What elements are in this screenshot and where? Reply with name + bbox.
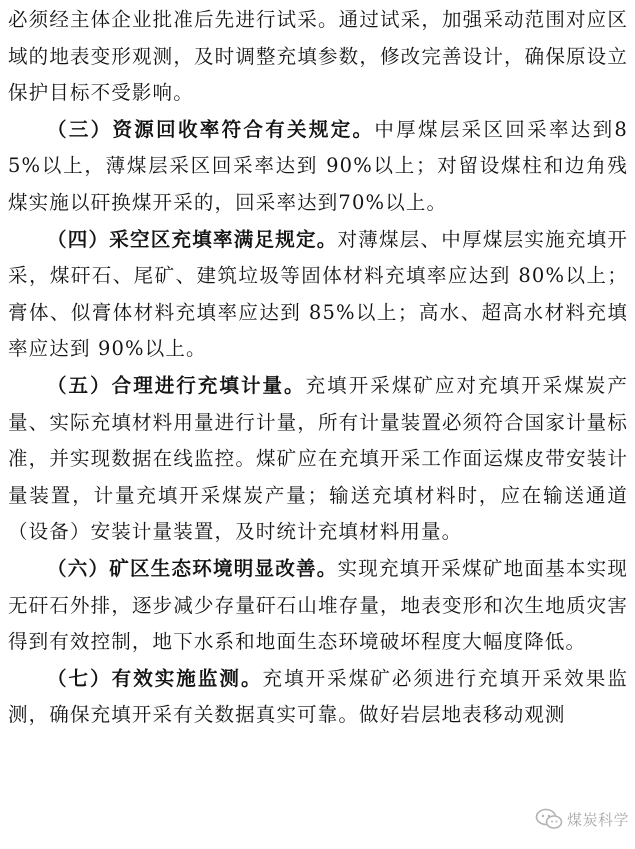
watermark [535, 807, 629, 831]
section-heading: （五）合理进行充填计量。 [47, 373, 306, 397]
section-heading: （六）矿区生态环境明显改善。 [47, 556, 338, 580]
paragraph-goaf-filling-rate [8, 222, 628, 368]
section-heading: （三）资源回收率符合有关规定。 [47, 117, 375, 141]
paragraph-body: 对薄煤层、中厚煤层实施充填开采，煤矸石、尾矿、建筑垃圾等固体材料充填率应达到 80%以上；膏体、似膏体材料充填率应达到 85%以上；高水、超高水材料充填率应达到 90%以上。 [8, 227, 628, 361]
paragraph-body: 充填开采煤矿必须进行充填开采效果监测，确保充填开采有关数据真实可靠。做好岩层地表移动观测 [8, 666, 628, 727]
paragraph-ecology-improvement [8, 551, 628, 661]
paragraph-body: 充填开采煤矿应对充填开采煤炭产量、实际充填材料用量进行计量，所有计量装置必须符合国家计量标准，并实现数据在线监控。煤矿应在充填开采工作面运煤皮带安装计量装置，计量充填开采煤炭产量；输送充填材料时，应在输送通道（设备）安装计量装置，及时统计充填材料用量。 [8, 373, 628, 544]
paragraph-body: 必须经主体企业批准后先进行试采。通过试采，加强采动范围对应区域的地表变形观测，及时调整充填参数，修改完善设计，确保原设立保护目标不受影响。 [8, 8, 628, 105]
wechat-logo-icon [535, 807, 563, 831]
paragraph-continuation [8, 2, 628, 112]
watermark-text: 煤炭科学 [566, 810, 629, 829]
paragraph-resource-recovery [8, 112, 628, 222]
section-heading: （七）有效实施监测。 [47, 666, 263, 690]
paragraph-monitoring [8, 661, 628, 734]
paragraph-body: 实现充填开采煤矿地面基本实现无矸石外排，逐步减少存量矸石山堆存量，地表变形和次生地质灾害得到有效控制，地下水系和地面生态环境破坏程度大幅度降低。 [8, 556, 628, 654]
document-page [8, 2, 628, 734]
section-heading: （四）采空区充填率满足规定。 [47, 227, 338, 251]
paragraph-filling-metering [8, 368, 628, 551]
paragraph-body: 中厚煤层采区回采率达到85%以上，薄煤层采区回采率达到 90%以上；对留设煤柱和边角残煤实施以矸换煤开采的，回采率达到70%以上。 [8, 117, 628, 214]
